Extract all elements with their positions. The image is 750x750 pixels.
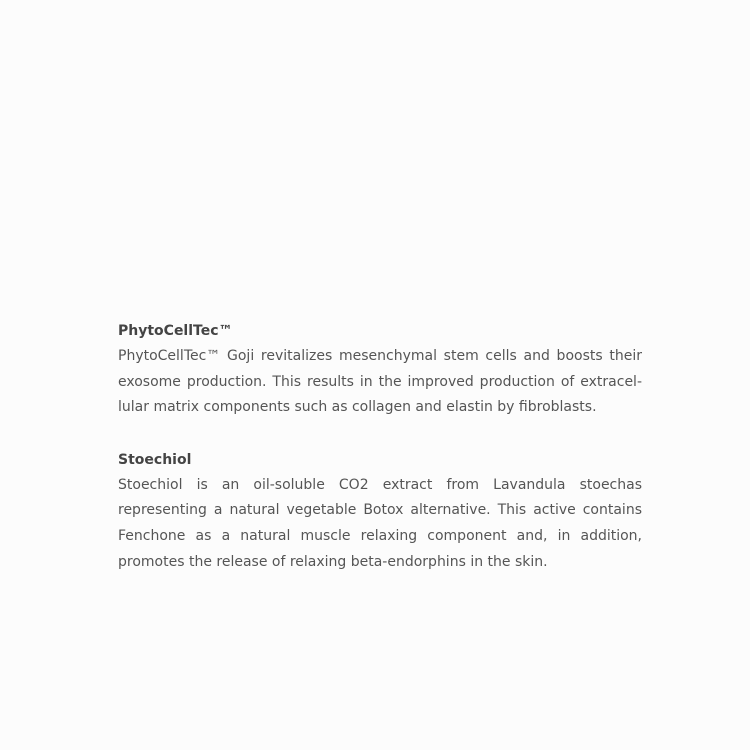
- section-title: PhytoCellTec™: [118, 323, 233, 339]
- body-line: PhytoCellTec™ Goji revitalizes mesenchymal stem cells and boosts their: [118, 348, 642, 364]
- section-phytocelltec: [118, 318, 642, 421]
- section-title: Stoechiol: [118, 451, 192, 468]
- section-stoechiol: [118, 447, 642, 575]
- section-body: [118, 473, 642, 575]
- body-line: lular matrix components such as collagen and elastin by fibroblasts.: [118, 399, 597, 416]
- body-line: Fenchone as a natural muscle relaxing component and, in addition,: [118, 527, 642, 544]
- body-line: representing a natural vegetable Botox alternative. This active contains: [118, 502, 642, 519]
- body-line: promotes the release of relaxing beta-endorphins in the skin.: [118, 553, 548, 570]
- body-line: Stoechiol is an oil-soluble CO2 extract from Lavandula stoechas: [118, 476, 642, 493]
- section-body: [118, 344, 642, 421]
- content-block: [118, 318, 642, 575]
- body-line: exosome production. This results in the improved production of extracel-: [118, 373, 642, 390]
